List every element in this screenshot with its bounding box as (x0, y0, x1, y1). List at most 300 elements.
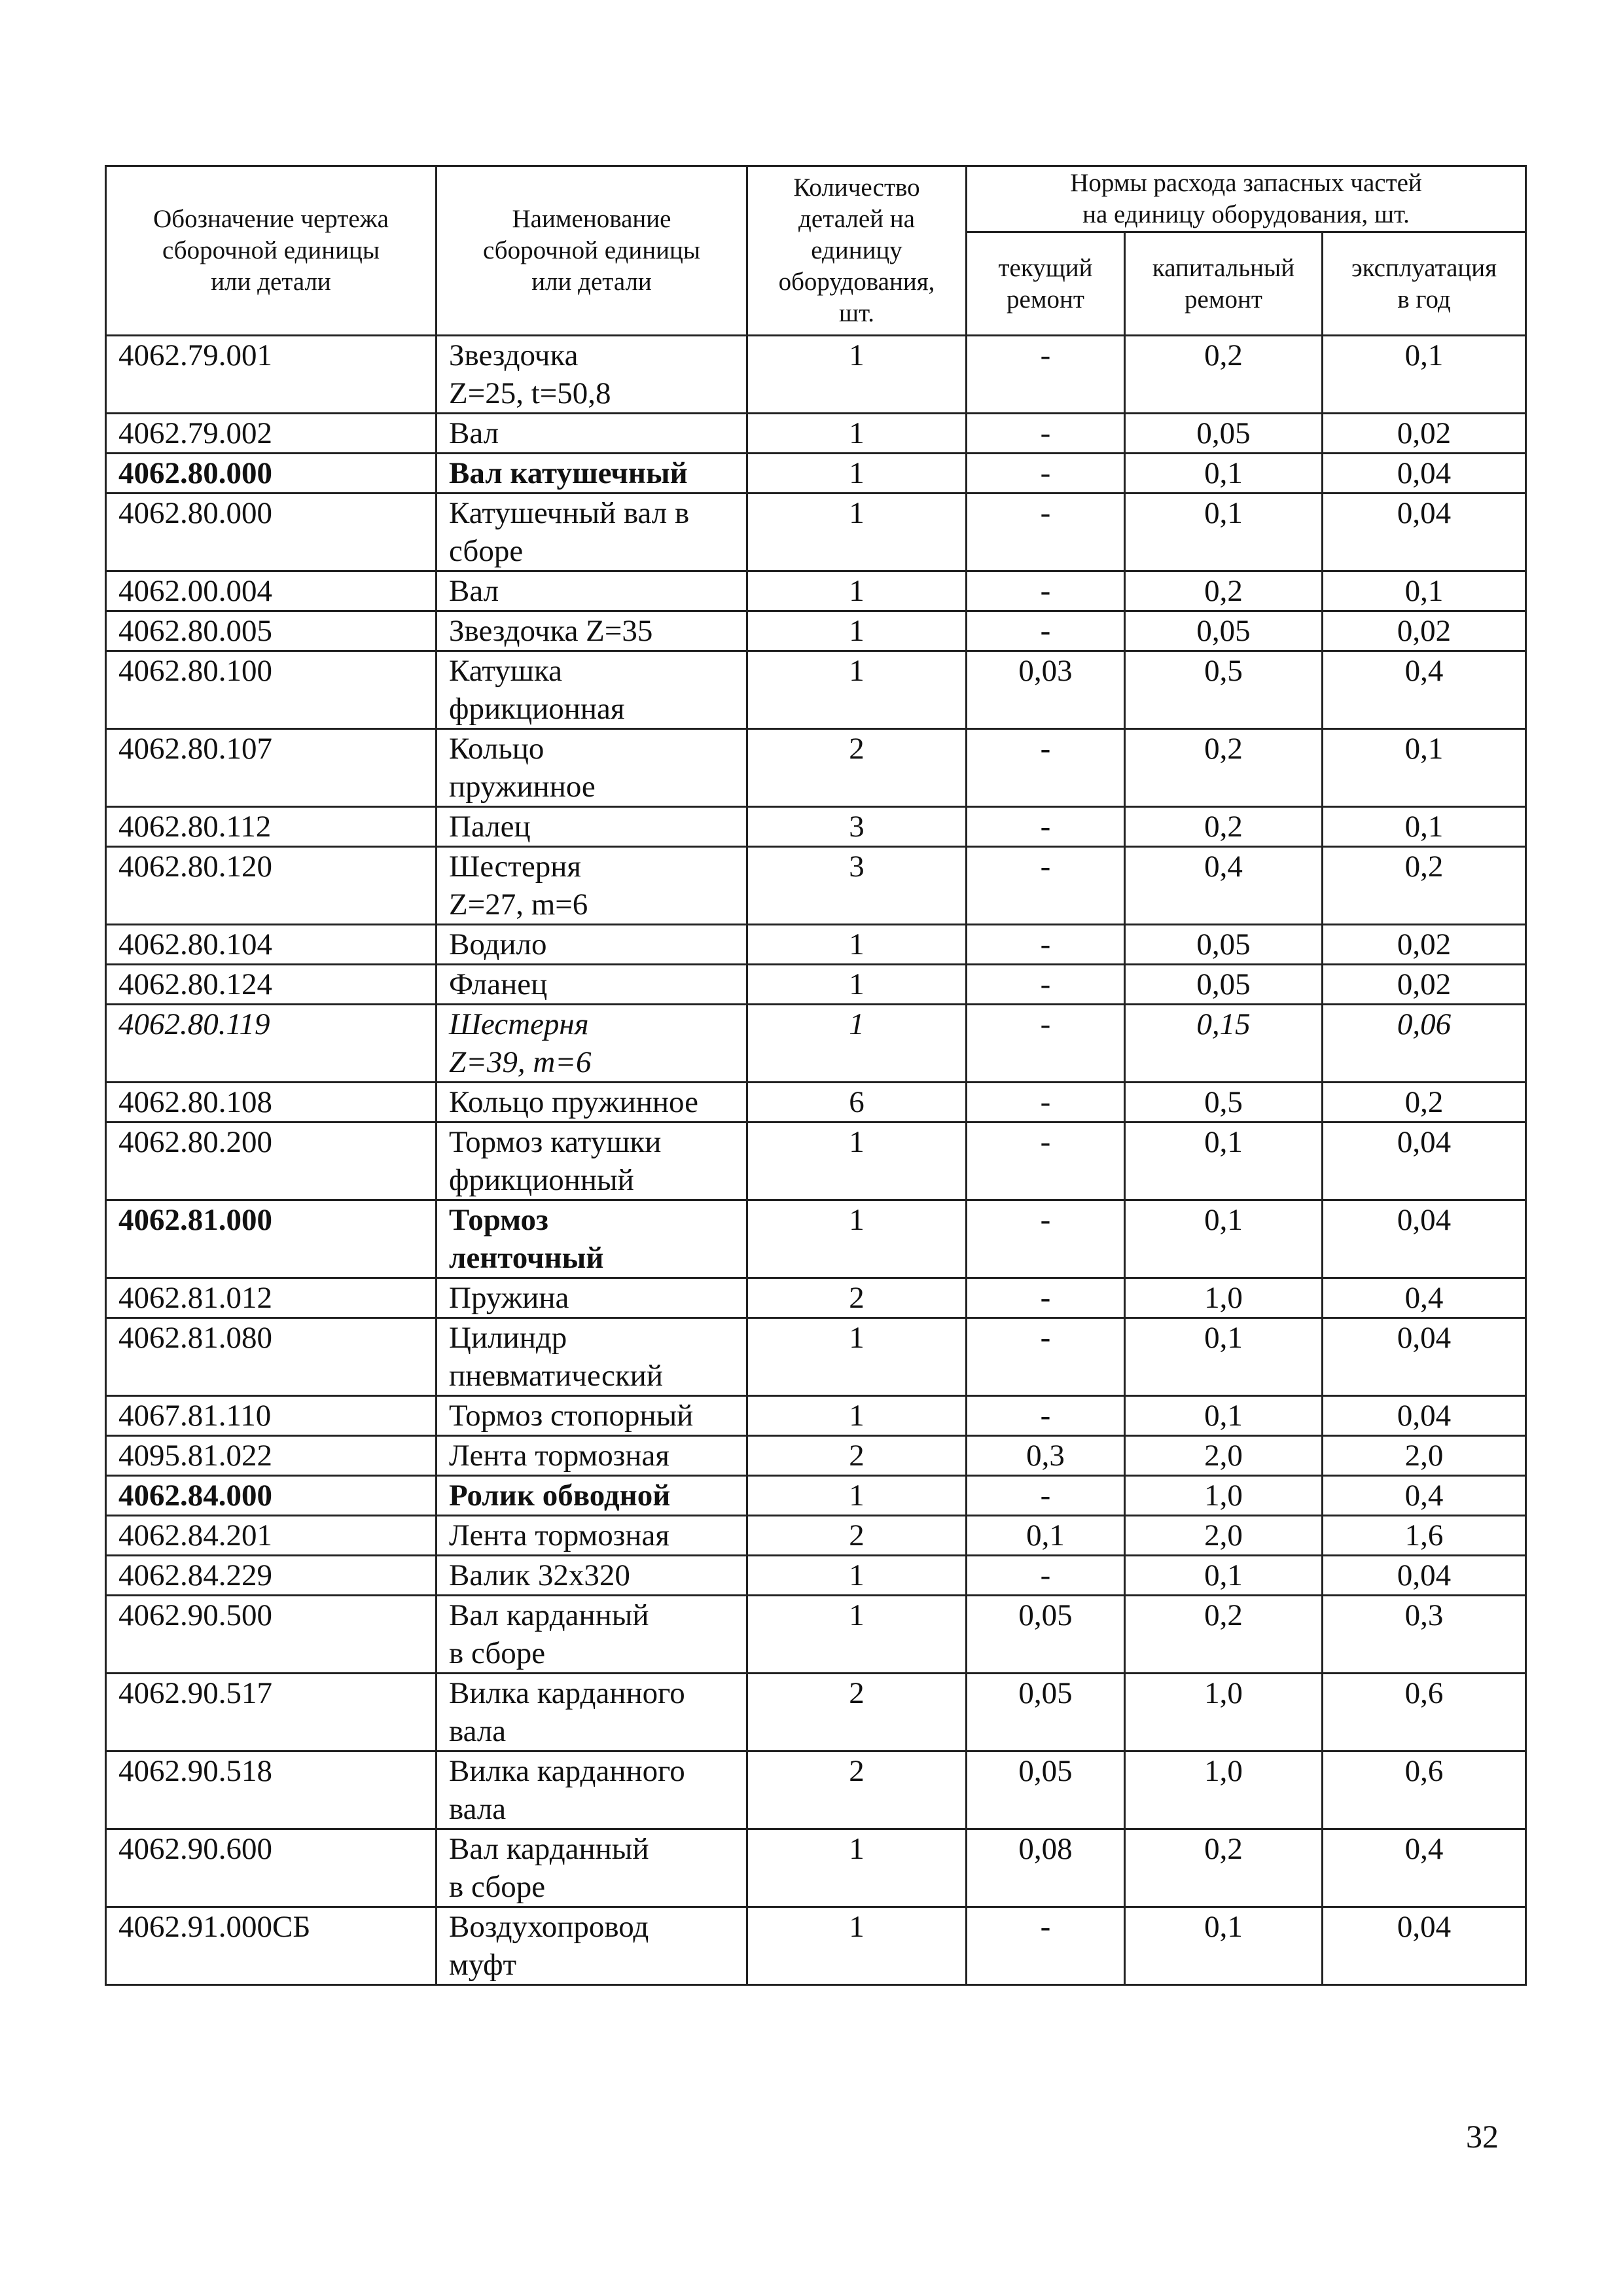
cell-current-repair (967, 336, 1125, 414)
cell-name-text: Вилка карданного вала (449, 1676, 685, 1748)
cell-operation-per-year (1323, 1829, 1526, 1907)
cell-qty-text: 3 (849, 810, 865, 844)
cell-qty-text: 1 (849, 967, 865, 1001)
cell-name (437, 1083, 747, 1122)
header-row-1 (106, 166, 1526, 232)
cell-capital-repair-text: 0,1 (1204, 1399, 1243, 1433)
cell-code (106, 651, 437, 729)
cell-current-repair (967, 1083, 1125, 1122)
cell-qty-text: 1 (849, 1832, 865, 1866)
cell-code-text: 4062.80.005 (118, 614, 272, 648)
cell-capital-repair-text: 0,1 (1204, 1203, 1243, 1237)
header-name: Наименование сборочной единицы или детали (437, 166, 747, 336)
cell-name (437, 1476, 747, 1516)
cell-current-repair (967, 1751, 1125, 1829)
cell-capital-repair-text: 0,1 (1204, 1321, 1243, 1355)
cell-capital-repair-text: 0,2 (1204, 1598, 1243, 1632)
cell-name-text: Лента тормозная (449, 1518, 669, 1552)
cell-operation-per-year-text: 0,6 (1404, 1754, 1444, 1788)
cell-operation-per-year-text: 0,4 (1404, 1832, 1444, 1866)
cell-qty-text: 1 (849, 1007, 865, 1041)
cell-code (106, 1829, 437, 1907)
cell-current-repair-text: - (1040, 1203, 1051, 1237)
table-row (106, 965, 1526, 1005)
cell-code (106, 1083, 437, 1122)
cell-capital-repair-text: 0,2 (1204, 338, 1243, 372)
table-row (106, 1829, 1526, 1907)
cell-qty-text: 1 (849, 338, 865, 372)
cell-current-repair-text: - (1040, 416, 1051, 450)
cell-qty-text: 1 (849, 1125, 865, 1159)
cell-code (106, 454, 437, 493)
cell-qty (747, 1476, 967, 1516)
cell-name-text: Вал (449, 574, 499, 608)
cell-name-text: Водило (449, 927, 547, 961)
cell-capital-repair (1125, 729, 1323, 807)
table-row (106, 925, 1526, 965)
cell-operation-per-year (1323, 729, 1526, 807)
cell-capital-repair (1125, 571, 1323, 611)
cell-operation-per-year (1323, 925, 1526, 965)
cell-operation-per-year (1323, 1751, 1526, 1829)
cell-operation-per-year (1323, 847, 1526, 925)
cell-operation-per-year (1323, 493, 1526, 571)
cell-current-repair-text: - (1040, 456, 1051, 490)
cell-current-repair (967, 1556, 1125, 1596)
cell-code (106, 493, 437, 571)
table-row (106, 729, 1526, 807)
cell-qty-text: 1 (849, 1910, 865, 1944)
table-row (106, 847, 1526, 925)
cell-name (437, 847, 747, 925)
cell-code (106, 1674, 437, 1751)
cell-current-repair-text: - (1040, 1321, 1051, 1355)
cell-operation-per-year-text: 1,6 (1404, 1518, 1444, 1552)
cell-name (437, 925, 747, 965)
cell-qty (747, 1278, 967, 1318)
cell-code-text: 4062.80.120 (118, 850, 272, 884)
cell-qty (747, 336, 967, 414)
cell-current-repair (967, 1436, 1125, 1476)
cell-capital-repair-text: 0,05 (1196, 614, 1251, 648)
cell-name-text: Катушечный вал в сборе (449, 496, 690, 568)
header-norms-group: Нормы расхода запасных частей на единицу оборудования, шт. (967, 166, 1526, 232)
cell-operation-per-year (1323, 414, 1526, 454)
cell-qty-text: 2 (849, 1518, 865, 1552)
cell-name-text: Тормоз ленточный (449, 1203, 604, 1275)
cell-operation-per-year (1323, 1907, 1526, 1985)
cell-code (106, 1556, 437, 1596)
cell-qty (747, 571, 967, 611)
cell-current-repair-text: - (1040, 967, 1051, 1001)
cell-capital-repair (1125, 651, 1323, 729)
table-row (106, 1907, 1526, 1985)
cell-code (106, 729, 437, 807)
cell-current-repair-text: 0,05 (1018, 1598, 1073, 1632)
cell-qty-text: 1 (849, 496, 865, 530)
cell-operation-per-year-text: 0,04 (1397, 456, 1452, 490)
cell-capital-repair-text: 0,1 (1204, 456, 1243, 490)
cell-name (437, 807, 747, 847)
cell-capital-repair (1125, 1829, 1323, 1907)
cell-code (106, 1436, 437, 1476)
cell-code-text: 4062.00.004 (118, 574, 272, 608)
cell-qty-text: 1 (849, 574, 865, 608)
table-row (106, 1516, 1526, 1556)
cell-capital-repair-text: 2,0 (1204, 1439, 1243, 1473)
cell-current-repair (967, 807, 1125, 847)
cell-capital-repair (1125, 1005, 1323, 1083)
cell-current-repair-text: - (1040, 574, 1051, 608)
cell-operation-per-year-text: 0,02 (1397, 614, 1452, 648)
cell-capital-repair-text: 0,2 (1204, 1832, 1243, 1866)
cell-operation-per-year-text: 2,0 (1404, 1439, 1444, 1473)
cell-current-repair-text: 0,3 (1026, 1439, 1065, 1473)
cell-capital-repair (1125, 807, 1323, 847)
header-code: Обозначение чертежа сборочной единицы или детали (106, 166, 437, 336)
cell-code (106, 965, 437, 1005)
cell-operation-per-year-text: 0,04 (1397, 496, 1452, 530)
cell-capital-repair (1125, 1907, 1323, 1985)
cell-name (437, 1436, 747, 1476)
cell-current-repair (967, 493, 1125, 571)
cell-name-text: Вал (449, 416, 499, 450)
cell-capital-repair-text: 0,2 (1204, 810, 1243, 844)
cell-code-text: 4062.90.600 (118, 1832, 272, 1866)
cell-qty-text: 1 (849, 1558, 865, 1592)
cell-capital-repair-text: 1,0 (1204, 1479, 1243, 1513)
cell-name (437, 571, 747, 611)
cell-capital-repair (1125, 1396, 1323, 1436)
cell-code-text: 4062.80.104 (118, 927, 272, 961)
cell-current-repair (967, 1318, 1125, 1396)
cell-current-repair-text: - (1040, 1910, 1051, 1944)
cell-code (106, 1200, 437, 1278)
cell-operation-per-year-text: 0,2 (1404, 1085, 1444, 1119)
cell-capital-repair-text: 0,05 (1196, 967, 1251, 1001)
cell-capital-repair (1125, 1200, 1323, 1278)
cell-qty (747, 1318, 967, 1396)
cell-qty (747, 1396, 967, 1436)
cell-name-text: Ролик обводной (449, 1479, 671, 1513)
table-row (106, 493, 1526, 571)
table-row (106, 1200, 1526, 1278)
cell-operation-per-year-text: 0,4 (1404, 1479, 1444, 1513)
header-qty: Количество деталей на единицу оборудования, шт. (747, 166, 967, 336)
cell-code-text: 4062.84.201 (118, 1518, 272, 1552)
cell-name-text: Лента тормозная (449, 1439, 669, 1473)
cell-current-repair (967, 1200, 1125, 1278)
cell-capital-repair-text: 0,1 (1204, 1910, 1243, 1944)
table-row (106, 1596, 1526, 1674)
cell-operation-per-year-text: 0,1 (1404, 810, 1444, 844)
cell-current-repair-text: - (1040, 1399, 1051, 1433)
cell-qty-text: 1 (849, 1399, 865, 1433)
cell-qty (747, 1907, 967, 1985)
cell-code-text: 4062.90.500 (118, 1598, 272, 1632)
cell-code (106, 1516, 437, 1556)
cell-name-text: Воздухопровод муфт (449, 1910, 649, 1982)
cell-operation-per-year-text: 0,4 (1404, 1281, 1444, 1315)
cell-name-text: Звездочка Z=25, t=50,8 (449, 338, 611, 410)
cell-capital-repair (1125, 1122, 1323, 1200)
cell-name (437, 1907, 747, 1985)
cell-name (437, 729, 747, 807)
cell-current-repair-text: - (1040, 614, 1051, 648)
cell-qty (747, 414, 967, 454)
cell-name-text: Кольцо пружинное (449, 1085, 698, 1119)
cell-current-repair (967, 651, 1125, 729)
cell-operation-per-year-text: 0,2 (1404, 850, 1444, 884)
cell-qty (747, 1556, 967, 1596)
cell-capital-repair-text: 0,2 (1204, 574, 1243, 608)
table-row (106, 807, 1526, 847)
cell-capital-repair-text: 0,5 (1204, 1085, 1243, 1119)
cell-operation-per-year-text: 0,1 (1404, 574, 1444, 608)
cell-name-text: Шестерня Z=39, m=6 (449, 1007, 592, 1079)
cell-name-text: Кольцо пружинное (449, 732, 596, 804)
cell-current-repair (967, 1596, 1125, 1674)
cell-qty (747, 1829, 967, 1907)
cell-qty-text: 2 (849, 1439, 865, 1473)
cell-current-repair-text: - (1040, 927, 1051, 961)
cell-qty-text: 2 (849, 732, 865, 766)
cell-operation-per-year (1323, 1674, 1526, 1751)
cell-capital-repair (1125, 1674, 1323, 1751)
cell-current-repair-text: - (1040, 1085, 1051, 1119)
cell-operation-per-year-text: 0,04 (1397, 1203, 1452, 1237)
cell-name (437, 1200, 747, 1278)
cell-code-text: 4062.79.001 (118, 338, 272, 372)
cell-qty-text: 2 (849, 1754, 865, 1788)
cell-current-repair (967, 414, 1125, 454)
table-row (106, 1278, 1526, 1318)
cell-current-repair-text: - (1040, 496, 1051, 530)
cell-operation-per-year (1323, 1005, 1526, 1083)
cell-current-repair (967, 729, 1125, 807)
cell-qty (747, 807, 967, 847)
cell-code-text: 4062.80.108 (118, 1085, 272, 1119)
cell-capital-repair (1125, 611, 1323, 651)
cell-code (106, 1596, 437, 1674)
cell-code (106, 1751, 437, 1829)
cell-name (437, 1396, 747, 1436)
cell-operation-per-year-text: 0,4 (1404, 654, 1444, 688)
cell-qty-text: 1 (849, 654, 865, 688)
cell-current-repair (967, 1278, 1125, 1318)
cell-qty-text: 1 (849, 927, 865, 961)
cell-operation-per-year (1323, 1318, 1526, 1396)
cell-capital-repair-text: 1,0 (1204, 1281, 1243, 1315)
cell-qty (747, 965, 967, 1005)
cell-operation-per-year-text: 0,3 (1404, 1598, 1444, 1632)
cell-qty (747, 1751, 967, 1829)
cell-operation-per-year-text: 0,02 (1397, 416, 1452, 450)
cell-code (106, 571, 437, 611)
cell-current-repair-text: 0,05 (1018, 1754, 1073, 1788)
cell-operation-per-year (1323, 1436, 1526, 1476)
cell-operation-per-year-text: 0,04 (1397, 1125, 1452, 1159)
cell-qty (747, 1516, 967, 1556)
cell-capital-repair-text: 2,0 (1204, 1518, 1243, 1552)
table-row (106, 414, 1526, 454)
cell-capital-repair (1125, 1083, 1323, 1122)
cell-current-repair-text: - (1040, 1558, 1051, 1592)
cell-current-repair (967, 1476, 1125, 1516)
cell-code (106, 414, 437, 454)
cell-name (437, 493, 747, 571)
cell-name (437, 1005, 747, 1083)
cell-current-repair-text: - (1040, 1007, 1051, 1041)
cell-qty (747, 454, 967, 493)
cell-code-text: 4062.80.100 (118, 654, 272, 688)
table-row (106, 1005, 1526, 1083)
cell-capital-repair (1125, 925, 1323, 965)
cell-code-text: 4062.81.000 (118, 1203, 272, 1237)
cell-qty-text: 2 (849, 1281, 865, 1315)
cell-capital-repair-text: 0,1 (1204, 1558, 1243, 1592)
cell-current-repair-text: - (1040, 1281, 1051, 1315)
cell-current-repair-text: - (1040, 732, 1051, 766)
cell-current-repair-text: 0,05 (1018, 1676, 1073, 1710)
cell-current-repair-text: 0,08 (1018, 1832, 1073, 1866)
cell-name-text: Шестерня Z=27, m=6 (449, 850, 588, 922)
cell-name-text: Цилиндр пневматический (449, 1321, 663, 1393)
cell-name (437, 1674, 747, 1751)
cell-code (106, 1005, 437, 1083)
table-row (106, 571, 1526, 611)
cell-qty (747, 1674, 967, 1751)
cell-current-repair (967, 847, 1125, 925)
cell-current-repair (967, 1122, 1125, 1200)
cell-code (106, 807, 437, 847)
cell-qty (747, 611, 967, 651)
cell-code-text: 4062.91.000СБ (118, 1910, 311, 1944)
spare-parts-norms-table (105, 165, 1527, 1986)
cell-name-text: Тормоз катушки фрикционный (449, 1125, 662, 1197)
cell-capital-repair (1125, 493, 1323, 571)
cell-operation-per-year (1323, 1596, 1526, 1674)
cell-operation-per-year-text: 0,02 (1397, 967, 1452, 1001)
cell-operation-per-year-text: 0,6 (1404, 1676, 1444, 1710)
cell-operation-per-year-text: 0,06 (1397, 1007, 1452, 1041)
cell-qty-text: 1 (849, 1598, 865, 1632)
cell-code-text: 4062.80.112 (118, 810, 272, 844)
cell-current-repair (967, 1674, 1125, 1751)
cell-qty (747, 1005, 967, 1083)
cell-name-text: Валик 32x320 (449, 1558, 630, 1592)
cell-code (106, 1476, 437, 1516)
cell-capital-repair (1125, 847, 1323, 925)
cell-qty-text: 1 (849, 456, 865, 490)
cell-capital-repair-text: 0,4 (1204, 850, 1243, 884)
cell-capital-repair (1125, 1751, 1323, 1829)
header-current-repair: текущий ремонт (967, 232, 1125, 336)
cell-operation-per-year (1323, 571, 1526, 611)
cell-name-text: Вал карданный в сборе (449, 1598, 649, 1670)
cell-code-text: 4067.81.110 (118, 1399, 272, 1433)
cell-qty-text: 1 (849, 1203, 865, 1237)
cell-name-text: Вилка карданного вала (449, 1754, 685, 1826)
cell-operation-per-year-text: 0,04 (1397, 1399, 1452, 1433)
cell-name (437, 611, 747, 651)
cell-name (437, 1829, 747, 1907)
table-row (106, 1476, 1526, 1516)
table-row (106, 1436, 1526, 1476)
cell-capital-repair-text: 0,5 (1204, 654, 1243, 688)
cell-current-repair-text: - (1040, 810, 1051, 844)
cell-operation-per-year (1323, 336, 1526, 414)
table-body (106, 336, 1526, 1985)
cell-code-text: 4062.84.229 (118, 1558, 272, 1592)
cell-qty (747, 493, 967, 571)
cell-code (106, 1122, 437, 1200)
cell-name (437, 336, 747, 414)
cell-qty-text: 6 (849, 1085, 865, 1119)
cell-capital-repair (1125, 454, 1323, 493)
cell-name (437, 1278, 747, 1318)
cell-current-repair (967, 1516, 1125, 1556)
cell-capital-repair-text: 1,0 (1204, 1676, 1243, 1710)
cell-capital-repair-text: 0,15 (1196, 1007, 1251, 1041)
cell-qty (747, 651, 967, 729)
cell-current-repair-text: 0,1 (1026, 1518, 1065, 1552)
cell-capital-repair-text: 0,1 (1204, 1125, 1243, 1159)
cell-qty-text: 3 (849, 850, 865, 884)
cell-qty (747, 1083, 967, 1122)
header-operation-per-year: эксплуатация в год (1323, 232, 1526, 336)
cell-operation-per-year-text: 0,04 (1397, 1558, 1452, 1592)
cell-operation-per-year (1323, 454, 1526, 493)
cell-operation-per-year (1323, 1476, 1526, 1516)
cell-code (106, 847, 437, 925)
cell-code (106, 336, 437, 414)
cell-code-text: 4062.80.124 (118, 967, 272, 1001)
cell-code-text: 4062.80.107 (118, 732, 272, 766)
cell-name (437, 1516, 747, 1556)
cell-qty-text: 2 (849, 1676, 865, 1710)
cell-qty-text: 1 (849, 1321, 865, 1355)
table-row (106, 1751, 1526, 1829)
cell-name (437, 1318, 747, 1396)
cell-capital-repair (1125, 1318, 1323, 1396)
table-row (106, 1083, 1526, 1122)
table-row (106, 336, 1526, 414)
cell-capital-repair (1125, 1596, 1323, 1674)
cell-operation-per-year (1323, 651, 1526, 729)
cell-qty (747, 1596, 967, 1674)
table-row (106, 651, 1526, 729)
cell-name-text: Палец (449, 810, 531, 844)
cell-operation-per-year-text: 0,04 (1397, 1910, 1452, 1944)
cell-current-repair-text: - (1040, 1479, 1051, 1513)
cell-qty-text: 1 (849, 614, 865, 648)
cell-code (106, 1278, 437, 1318)
cell-code (106, 1907, 437, 1985)
cell-operation-per-year (1323, 611, 1526, 651)
cell-name (437, 454, 747, 493)
cell-capital-repair-text: 0,2 (1204, 732, 1243, 766)
cell-current-repair (967, 1396, 1125, 1436)
cell-qty (747, 1436, 967, 1476)
cell-code (106, 1318, 437, 1396)
cell-code-text: 4062.80.000 (118, 456, 272, 490)
cell-capital-repair (1125, 1436, 1323, 1476)
cell-code-text: 4062.90.518 (118, 1754, 272, 1788)
cell-capital-repair (1125, 965, 1323, 1005)
cell-code-text: 4062.90.517 (118, 1676, 272, 1710)
cell-qty-text: 1 (849, 416, 865, 450)
